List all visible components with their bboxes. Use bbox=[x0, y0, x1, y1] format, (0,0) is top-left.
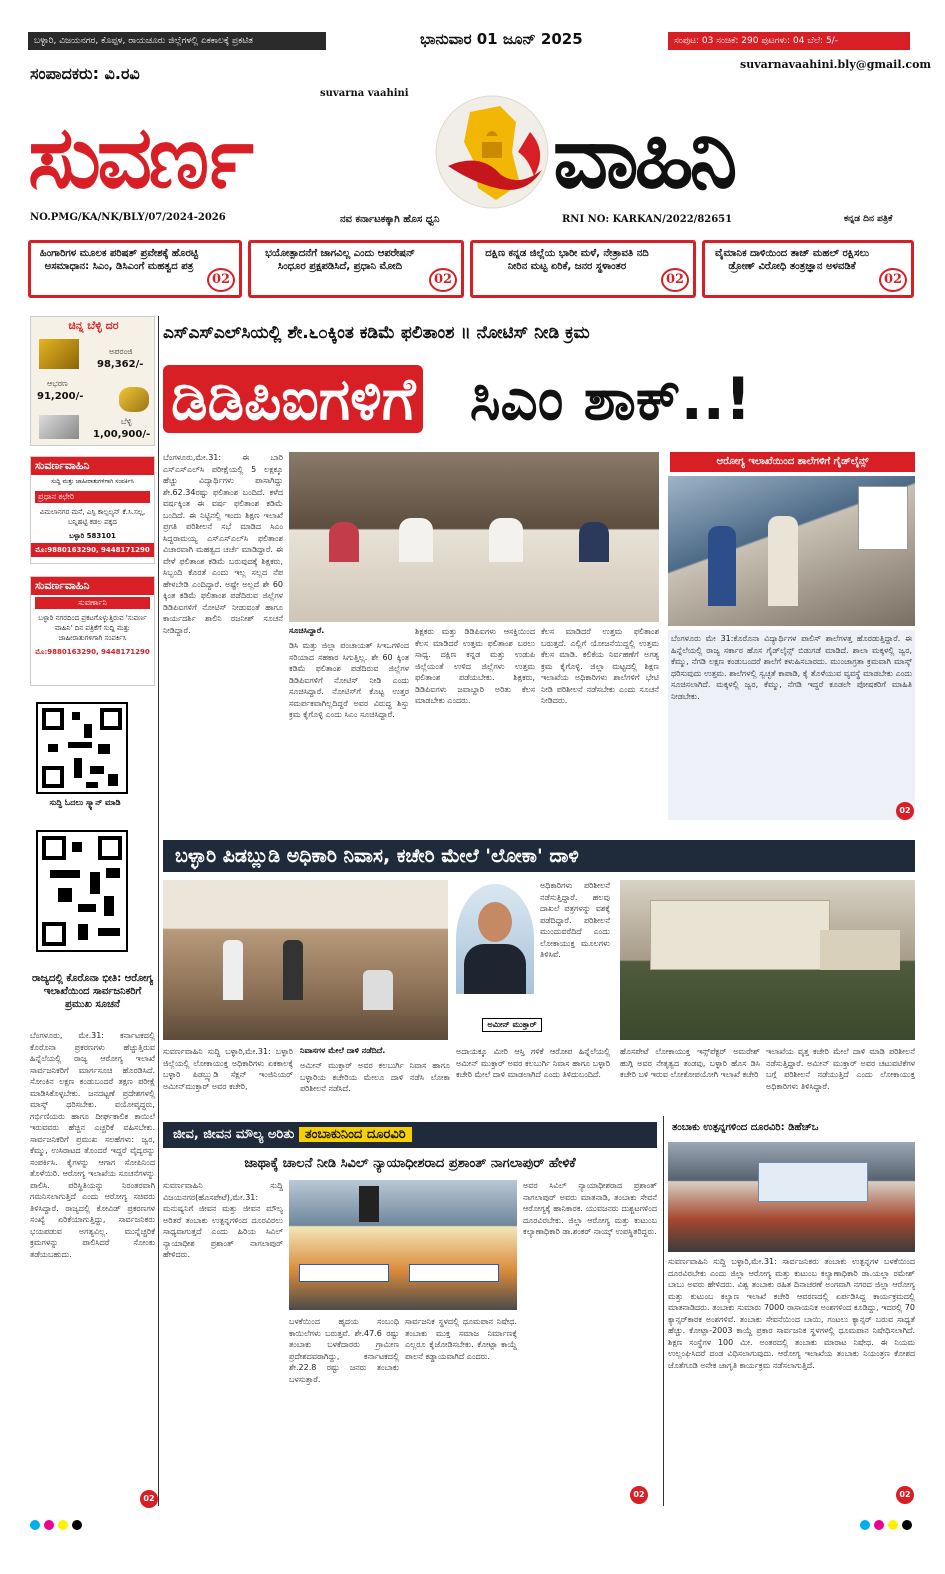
qr-code-2[interactable] bbox=[36, 830, 128, 952]
lead-col-1: ಬೆಂಗಳೂರು,ಮೇ.31: ಈ ಬಾರಿ ಎಸ್ಎಸ್ಎಲ್‌ಸಿ ಪರೀಕ್ಷೆಯಲ್ಲಿ 5 ಲಕ್ಷಕ್ಕೂ ಹೆಚ್ಚು ವಿದ್ಯಾರ್ಥಿಗಳು ಪಾಸಾಗಿದ್ದು ಶೇ.62.34ರಷ್ಟು ಫಲಿತಾಂಶ ಬಂದಿದೆ. ಕಳೆದ ವರ್ಷಕ್ಕಿಂತ ಈ ವರ್ಷ ಫಲಿತಾಂಶ ಕಡಿಮೆ ಬಂದಿದೆ. ಈ ನಿಟ್ಟಿನಲ್ಲಿ ಇಂದು ಶಿಕ್ಷಣ ಇಲಾಖೆ ಪ್ರಗತಿ ಪರಿಶೀಲನೆ ಸಭೆ ಮಾಡಿದ ಸಿಎಂ ಸಿದ್ದರಾಮಯ್ಯ ಎಸ್ಎಸ್ಎಲ್‌ಸಿ ಫಲಿತಾಂಶ ವಿಚಾರವಾಗಿ ಮಹತ್ವದ ಚರ್ಚೆ ಮಾಡಿದ್ದಾರೆ. ಈ ವೇಳೆ ಫಲಿತಾಂಶ ಕಡಿಮೆ ಬರುವುದಕ್ಕೆ ಶಿಕ್ಷಕರು, ಸಿಬ್ಬಂದಿ ಕೊರತೆ ಎಂದು ಇಲ್ಲ ಸಲ್ಲದ ನೆಪ ಹೇಳಬೇಡಿ ಎಂದಿದ್ದಾರೆ. ಅಷ್ಟೇ ಅಲ್ಲದೆ ಶೇ 60 ಕ್ಕಿಂತ ಕಡಿಮೆ ಫಲಿತಾಂಶ ಪಡೆದಿರುವ ಜಿಲ್ಲೆಗಳ ಡಿಡಿಪಿಐಗಳಿಗೆ ನೋಟಿಸ್ ನೀಡುವಂತೆ ಹಾಗೂ ಕಾರ್ಯದರ್ಶಿ ಶಾಲಿನಿ ರಜನೀಶ್ ಸೂಚನೆ ನೀಡಿದ್ದಾರೆ. bbox=[163, 453, 283, 635]
teaser-1-text: ಹಿಂಗಾರಿಗಳ ಮೂಲಕ ಪರಿಷತ್ ಪ್ರವೇಶಕ್ಕೆ ಹೊರಟ್ಟಿ ಅಸಮಾಧಾನ: ಸಿಎಂ, ಡಿಸಿಎಂಗೆ ಮಹತ್ವದ ಪತ್ರ bbox=[39, 248, 199, 272]
editor-line: ಸಂಪಾದಕರು: ವಿ.ರವಿ bbox=[30, 64, 140, 83]
rni-number: RNI NO: KARKAN/2022/82651 bbox=[562, 214, 733, 225]
lokayukta-text-d: ಅಧಿಕಾರಿಗಳು ಪರಿಶೀಲನೆ ನಡೆಸುತ್ತಿದ್ದಾರೆ. ಹಲವು ದಾಖಲೆ ಪತ್ರಗಳನ್ನು ವಶಕ್ಕೆ ಪಡೆದಿದ್ದಾರೆ. ಪರಿಶೀಲನೆ ಮುಂದುವರೆದಿದೆ ಎಂದು ಲೋಕಾಯುಕ್ತ ಮೂಲಗಳು ತಿಳಿಸಿವೆ. bbox=[540, 881, 610, 959]
slogan: ನವ ಕರ್ನಾಟಕಕ್ಕಾಗಿ ಹೊಸ ಧ್ವನಿ bbox=[340, 214, 440, 225]
qr-1-label: ಸುದ್ದಿ ಓದಲು ಸ್ಕ್ಯಾನ್ ಮಾಡಿ bbox=[49, 798, 121, 807]
tobacco-headline-b: ತಂಬಾಕುನಿಂದ ದೂರವಿರಿ bbox=[299, 1127, 412, 1142]
official-portrait bbox=[456, 884, 534, 994]
gold-rate-box bbox=[30, 316, 155, 446]
ad1-office: ಪ್ರಧಾನ ಕಛೇರಿ bbox=[35, 491, 150, 503]
ad2-phone: ಮೊ:9880163290, 9448171290 bbox=[35, 648, 150, 656]
cm-meeting-photo bbox=[289, 452, 659, 622]
tobacco-col-3: ಸಾರ್ವಜನಿಕ ಸ್ಥಳದಲ್ಲಿ ಧೂಮಪಾನ ನಿಷೇಧ. ತಂಬಾಕು ಮುಕ್ತ ಸಮಾಜ ನಿರ್ಮಾಣಕ್ಕೆ ಎಲ್ಲರೂ ಕೈಜೋಡಿಸಬೇಕು. ಕೋಟ್ಪಾ ಕಾಯ್ದೆ ಪಾಲನೆ ಕಡ್ಡಾಯವಾಗಿದೆ ಎಂದರು. bbox=[405, 1317, 517, 1361]
ad1-pin: ಬಳ್ಳಾರಿ 583101 bbox=[69, 532, 116, 540]
gold-value-2: 91,200/- bbox=[37, 391, 84, 402]
lead-strapline: ಎಸ್ಎಸ್ಎಲ್‌ಸಿಯಲ್ಲಿ ಶೇ.೬೦ಕ್ಕಿಂತ ಕಡಿಮೆ ಫಲಿತಾಂಶ ॥ ನೋಟಿಸ್ ನೀಡಿ ಕ್ರಮ bbox=[163, 318, 915, 348]
teaser-1[interactable] bbox=[28, 240, 242, 298]
portrait-caption: ಅಮೀನ್ ಮುಕ್ತಾರ್ bbox=[482, 1018, 542, 1032]
gold-label-1: ಅಪರಂಜಿ bbox=[109, 347, 133, 356]
tobacco-day-photo bbox=[668, 1142, 915, 1252]
contact-email[interactable]: suvarnavaahini.bly@gmail.com bbox=[740, 58, 932, 71]
raid-residence-photo bbox=[163, 880, 448, 1040]
gold-label-3: ಬೆಳ್ಳಿ bbox=[121, 417, 132, 426]
daily-label: ಕನ್ನಡ ದಿನ ಪತ್ರಿಕೆ bbox=[844, 214, 893, 224]
tobacco-col-1: ಸುವರ್ಣವಾಹಿನಿ ಸುದ್ದಿ ವಿಜಯನಗರ(ಹೊಸಪೇಟೆ),ಮೇ.31: ಮನುಷ್ಯನಿಗೆ ಜೀವನ ಮತ್ತು ಜೀವನ ಮೌಲ್ಯ ಅರಿತರೆ ತಂಬಾಕು ಉತ್ಪನ್ನಗಳಿಂದ ದೂರವಿರಲು ಸಾಧ್ಯವಾಗುತ್ತದೆ ಎಂದು ಹಿರಿಯ ಸಿವಿಲ್ ನ್ಯಾಯಾಧೀಶ ಪ್ರಶಾಂತ್ ನಾಗಲಾಪುರ್ ಹೇಳಿದರು. bbox=[163, 1181, 283, 1259]
lead-photo-caption: ಸೂಚಿಸಿದ್ದಾರೆ. bbox=[289, 626, 325, 635]
gold-bars-icon bbox=[39, 339, 79, 369]
ad1-phone: ಮೊ:9880163290, 9448171290 bbox=[31, 543, 154, 557]
tobacco-page: 02 bbox=[630, 1486, 648, 1504]
pwd-office-photo bbox=[620, 880, 915, 1040]
ad2-sub: ಸುವರ್ಣಾನಿ bbox=[35, 597, 150, 609]
tobacco-right-text: ಸುವರ್ಣವಾಹಿನಿ ಸುದ್ದಿ ಬಳ್ಳಾರಿ,ಮೇ.31: ಸಾರ್ವಜನಿಕರು ತಂಬಾಕು ಉತ್ಪನ್ನಗಳ ಬಳಕೆಯಿಂದ ದೂರವಿರಬೇಕು ಎಂದು ಜಿಲ್ಲಾ ಆರೋಗ್ಯ ಮತ್ತು ಕುಟುಂಬ ಕಲ್ಯಾಣಾಧಿಕಾರಿ ಡಾ.ಯಲ್ಲಾ ರಮೇಶ್ ಬಾಬು ಅವರು ಹೇಳಿದರು. ವಿಶ್ವ ತಂಬಾಕು ರಹಿತ ದಿನಾಚರಣೆ ಅಂಗವಾಗಿ ನಗರದ ಜಿಲ್ಲಾ ಆರೋಗ್ಯ ಮತ್ತು ಕುಟುಂಬ ಕಲ್ಯಾಣ ಇಲಾಖೆ ಕಚೇರಿ ಆವರಣದಲ್ಲಿ ಏರ್ಪಡಿಸಿದ್ದ ಕಾರ್ಯಕ್ರಮದಲ್ಲಿ ಮಾತನಾಡಿದರು. ತಂಬಾಕು ಸುಮಾರು 7000 ರಾಸಾಯನಿಕ ಅಂಶಗಳಿಂದ ಕೂಡಿದ್ದು, ಇದರಲ್ಲಿ 70 ಕ್ಯಾನ್ಸರ್‌ಕಾರಕ ಅಂಶಗಳಿವೆ. ತಂಬಾಕು ಸೇವನೆಯಿಂದ ಬಾಯಿ, ಗಂಟಲು ಕ್ಯಾನ್ಸರ್ ಬರುವ ಸಾಧ್ಯತೆ ಹೆಚ್ಚು. ಕೋಟ್ಪಾ-2003 ಕಾಯ್ದೆ ಪ್ರಕಾರ ಸಾರ್ವಜನಿಕ ಸ್ಥಳಗಳಲ್ಲಿ ಧೂಮಪಾನ ನಿಷೇಧಿಸಲಾಗಿದೆ. ಶಿಕ್ಷಣ ಸಂಸ್ಥೆಗಳ 100 ಮೀ. ಅಂತರದಲ್ಲಿ ತಂಬಾಕು ಮಾರಾಟ ನಿಷೇಧ. ಈ ನಿಯಮ ಉಲ್ಲಂಘಿಸಿದರೆ ದಂಡ ವಿಧಿಸಲಾಗುವುದು. ಆರೋಗ್ಯ ಇಲಾಖೆಯ ತಂಬಾಕು ನಿಯಂತ್ರಣ ಕೋಶದ ಜೊತೆಗೂಡಿ ಅನೇಕ ಜಾಗೃತಿ ಕಾರ್ಯಕ್ರಮ ನಡೆಸಲಾಗುತ್ತಿದೆ. bbox=[668, 1257, 915, 1370]
teaser-2-text: ಭಯೋತ್ಪಾದನೆಗೆ ಜಾಗವಿಲ್ಲ ಎಂದು ಆಪರೇಷನ್ ಸಿಂಧೂರ ಪ್ರಕ್ಷಪಡಿಸಿದೆ, ಪ್ರಧಾನಿ ಮೋದಿ bbox=[265, 248, 415, 272]
tobacco-right-page: 02 bbox=[896, 1486, 914, 1504]
lokayukta-text-b: ಅಮೀನ್ ಮುಕ್ತಾರ್ ಅವರ ಕಲಬುರ್ಗಿ ನಿವಾಸ ಹಾಗೂ ಬಳ್ಳಾರಿಯ ಕಚೇರಿಯ ಮೇಲೂ ದಾಳಿ ನಡೆಸಿ ಲೋಕಾ ಪರಿಶೀಲನೆ ನಡೆಸಿದೆ. bbox=[300, 1061, 450, 1093]
teaser-1-page: 02 bbox=[207, 268, 235, 292]
silver-bars-icon bbox=[39, 415, 79, 439]
lokayukta-text-f: ಇಲಾಖೆಯ ವೃತ್ತ ಕಚೇರಿ ಮೇಲೆ ದಾಳಿ ಮಾಡಿ ಪರಿಶೀಲನೆ ನಡೆಸುತ್ತಿದ್ದಾರೆ. ಅಮೀನ್ ಮುಕ್ತಾರ್ ಅವರ ಚಟುವಟಿಕೆಗಳ ಬಗ್ಗೆ ಪರಿಶೀಲನೆ ನಡೆಯುತ್ತಿದೆ ಎಂದು ಲೋಕಾಯುಕ್ತ ಅಧಿಕಾರಿಗಳು ತಿಳಿಸಿದ್ದಾರೆ. bbox=[766, 1047, 915, 1091]
registration-number: NO.PMG/KA/NK/BLY/07/2024-2026 bbox=[30, 212, 226, 223]
teaser-2[interactable] bbox=[248, 240, 464, 298]
ad1-address: ವಿಮಲಾನಗರ ಮನೆ, ಎಸ್ಪಿ ಕಾಲ್ಪಲ್ಯನ್ ಕೆ.ಸಿ.ಸಲ್ಲ, ಬನ್ನಿಹಟ್ಟಿ ಕಡಲ ಪಕ್ಕದ bbox=[39, 508, 146, 526]
subscribe-ad-box bbox=[30, 576, 155, 686]
teaser-4-text: ವೈಮಾನಿಕ ದಾಳಿಯಿಂದ ತಾಜ್ ಮಹಲ್ ರಕ್ಷಿಸಲು ಡ್ರೋಣ್ ವಿರೋಧಿ ತಂತ್ರಜ್ಞಾನ ಅಳವಡಿಕೆ bbox=[714, 248, 870, 272]
raid-photo-caption: ನಿವಾಸಗಳ ಮೇಲೆ ದಾಳಿ ನಡೆದಿದೆ. bbox=[300, 1046, 386, 1055]
ad2-brand: ಸುವರ್ಣವಾಹಿನಿ bbox=[31, 577, 154, 595]
lokayukta-headline: ಬಳ್ಳಾರಿ ಪಿಡಬ್ಲುಡಿ ಅಧಿಕಾರಿ ನಿವಾಸ, ಕಚೇರಿ ಮೇಲೆ 'ಲೋಕಾ' ದಾಳಿ bbox=[163, 840, 915, 872]
lead-col-4: ಕೆಲಸ ಮಾಡಿದರೆ ಉತ್ತಮ ಫಲಿತಾಂಶ ಬರುತ್ತದೆ. ಎಲ್ಲಿಗೆ ಯೋಜನೆಯಿದ್ದಲ್ಲಿ ಉತ್ತಮ ಕೆಲಸ ಮಾಡಿ. ಕಲಿಕೆಯ ನಿರ್ವಹಣೆಗೆ ಅಗತ್ಯ ಕ್ರಮ ಕೈಗೊಳ್ಳಿ. ಜಿಲ್ಲಾ ಮಟ್ಟದಲ್ಲಿ ಶಿಕ್ಷಣ ಇಲಾಖೆಯ ಅಧಿಕಾರಿಗಳು ಶಾಲೆಗಳಿಗೆ ಭೇಟಿ ನೀಡಿ ಪರಿಶೀಲನೆ ನಡೆಸಬೇಕು ಎಂದು ಸೂಚನೆ ನೀಡಿದರು. bbox=[541, 627, 659, 705]
gold-label-2: ಆಭರಣ bbox=[47, 379, 68, 388]
ad1-sub: ಸುದ್ದಿ ಮತ್ತು ಜಾಹೀರಾತುಗಳಿಗಾಗಿ ಸಂಪರ್ಕಿಸಿ bbox=[51, 478, 134, 485]
ad2-body: ಬಳ್ಳಾರಿ ನಗರದಿಂದ ಪ್ರಕಟಗೊಳ್ಳುತ್ತಿರುವ 'ಸುವರ್ಣ ವಾಹಿನಿ' ದಿನ ಪತ್ರಿಕೆಗೆ ಸುದ್ದಿ ಮತ್ತು ಜಾಹೀರಾತುಗಳಿಗಾಗಿ ಸಂಪರ್ಕಿಸಿ bbox=[38, 614, 147, 642]
teaser-3-page: 02 bbox=[661, 268, 689, 292]
tobacco-col-4: ಅವರ ಸಿವಿಲ್ ನ್ಯಾಯಾಧೀಶರಾದ ಪ್ರಶಾಂತ್ ನಾಗಲಾಪುರ್ ಅವರು ಮಾತನಾಡಿ, ತಂಬಾಕು ಸೇವನೆ ಆರೋಗ್ಯಕ್ಕೆ ಹಾನಿಕಾರಕ. ಯುವಜನರು ದುಶ್ಚಟಗಳಿಂದ ದೂರವಿರಬೇಕು. ಜಿಲ್ಲಾ ಆರೋಗ್ಯ ಮತ್ತು ಕುಟುಂಬ ಕಲ್ಯಾಣಾಧಿಕಾರಿ ಡಾ.ಶಂಕರ್ ನಾಯ್ಕ್ ಉಪಸ್ಥಿತರಿದ್ದರು. bbox=[523, 1181, 657, 1236]
covid-headline: ರಾಜ್ಯದಲ್ಲಿ ಕೊರೊನಾ ಭೀತಿ: ಆರೋಗ್ಯ ಇಲಾಖೆಯಿಂದ ಸಾರ್ವಜನಿಕರಿಗೆ ಪ್ರಮುಖ ಸೂಚನೆ bbox=[31, 973, 154, 1010]
covid-page: 02 bbox=[140, 1490, 158, 1508]
gold-value-3: 1,00,900/- bbox=[93, 429, 151, 440]
contact-ad-box bbox=[30, 456, 155, 564]
masthead-left: ಸುವರ್ಣ bbox=[28, 110, 250, 206]
tobacco-col-2: ಬಳಕೆಯಿಂದ ಹೃದಯ ಸಂಬಂಧಿ ಕಾಯಿಲೆಗಳು ಬರುತ್ತವೆ. ಶೇ.47.6 ರಷ್ಟು ತಂಬಾಕು ಬಳಕೆದಾರರು ಗ್ರಾಮೀಣ ಪ್ರದೇಶದವರಾಗಿದ್ದು, ಕರ್ನಾಟಕದಲ್ಲಿ ಶೇ.22.8 ರಷ್ಟು ಜನರು ತಂಬಾಕು ಬಳಸುತ್ತಾರೆ. bbox=[289, 1317, 399, 1384]
brand-small-text: suvarna vaahini bbox=[320, 88, 409, 99]
teaser-3-text: ದಕ್ಷಿಣ ಕನ್ನಡ ಜಿಲ್ಲೆಯ ಭಾರೀ ಮಳೆ, ನೇತ್ರಾವತಿ ನದಿ ನೀರಿನ ಮಟ್ಟ ಏರಿಕೆ, ಜನರ ಸ್ಥಳಾಂತರ bbox=[485, 248, 649, 272]
teaser-4[interactable] bbox=[702, 240, 914, 298]
health-text: ಬೆಂಗಳೂರು ಮೇ 31:ಕೊರೊನಾ ವಿದ್ಯಾರ್ಥಿಗಳ ಪಾಲಿಸ್ ಶಾಲೆಗಳತ್ತ ಹೊರಡುತ್ತಿದ್ದಾರೆ. ಈ ಹಿನ್ನೆಲೆಯಲ್ಲಿ ರಾಜ್ಯ ಸರ್ಕಾರ ಹೊಸ ಗೈಡ್‌ಲೈನ್ಸ್ ಬಿಡುಗಡೆ ಮಾಡಿದೆ. ಶಾಲಾ ಮಕ್ಕಳಲ್ಲಿ ಜ್ವರ, ಕೆಮ್ಮು, ನೆಗಡಿ ಲಕ್ಷಣ ಕಂಡುಬಂದರೆ ಶಾಲೆಗೆ ಕಳುಹಿಸಬಾರದು. ಮುಂಜಾಗ್ರತಾ ಕ್ರಮವಾಗಿ ಮಾಸ್ಕ್ ಧರಿಸುವುದು ಉತ್ತಮ. ಶಾಲೆಗಳಲ್ಲಿ ಸ್ವಚ್ಛತೆ ಕಾಪಾಡಿ, ಕೈ ತೊಳೆಯುವ ವ್ಯವಸ್ಥೆ ಮಾಡಬೇಕು ಎಂದು ಸೂಚಿಸಲಾಗಿದೆ. ಮಕ್ಕಳಲ್ಲಿ ಜ್ವರ, ಕೆಮ್ಮು, ನೆಗಡಿ ಇದ್ದರೆ ಕೂಡಲೇ ಪೋಷಕರಿಗೆ ಮಾಹಿತಿ ನೀಡಬೇಕು. bbox=[668, 630, 915, 820]
lead-headline bbox=[163, 360, 915, 440]
lokayukta-text-e: ಹೊಸಪೇಟೆ ಲೋಕಾಯುಕ್ತ ಇನ್ಸ್‌ಪೆಕ್ಟರ್ ಅಮರೇಶ್ ಹುಗ್ಗಿ ಅವರ ನೇತೃತ್ವದ ತಂಡವು, ಬಳ್ಳಾರಿ ಹೊಸ ಡಿಸಿ ಕಚೇರಿ ಬಳಿ ಇರುವ ಲೋಕೋಪಯೋಗಿ ಇಲಾಖೆ ಕಚೇರಿ bbox=[620, 1047, 760, 1079]
issue-info-bar: ಸಂಪುಟ: 03 ಸಂಚಿಕೆ: 290 ಪುಟಗಳು: 04 ಬೆಲೆ: 5/- bbox=[668, 32, 910, 50]
column-rule-2 bbox=[663, 1116, 664, 1506]
ad1-brand: ಸುವರ್ಣವಾಹಿನಿ bbox=[31, 457, 154, 475]
lead-headline-black: ಸಿಎಂ ಶಾಕ್..! bbox=[469, 365, 752, 433]
tobacco-subhead: ಜಾಥಾಕ್ಕೆ ಚಾಲನೆ ನೀಡಿ ಸಿವಿಲ್ ನ್ಯಾಯಾಧೀಶರಾದ ಪ್ರಶಾಂತ್ ನಾಗಲಾಪುರ್ ಹೇಳಿಕೆ bbox=[244, 1156, 576, 1171]
print-color-marks bbox=[30, 1520, 82, 1530]
health-headline: ಆರೋಗ್ಯ ಇಲಾಖೆಯಿಂದ ಶಾಲೆಗಳಿಗೆ ಗೈಡ್‌ಲೈನ್ಸ್ bbox=[670, 452, 915, 472]
teaser-2-page: 02 bbox=[429, 268, 457, 292]
gold-rate-title: ಚಿನ್ನ ಬೆಳ್ಳಿ ದರ bbox=[68, 319, 119, 332]
tobacco-rally-photo bbox=[289, 1180, 517, 1310]
lokayukta-text-c: ಅದಾಯಕ್ಕೂ ಮೀರಿ ಆಸ್ತಿ ಗಳಿಕೆ ಆರೋಪ ಹಿನ್ನೆಲೆಯಲ್ಲಿ ಅಮೀನ್ ಮುಕ್ತಾರ್ ಅವರ ಕಲಬುರ್ಗಿ ನಿವಾಸ ಹಾಗೂ ಬಳ್ಳಾರಿ ಕಚೇರಿ ಮೇಲೆ ದಾಳಿ ಮಾಡಲಾಗಿದೆ ಎಂದು ತಿಳಿದುಬಂದಿದೆ. bbox=[456, 1047, 610, 1079]
qr-code-1[interactable] bbox=[36, 702, 128, 794]
lead-col-3: ಶಿಕ್ಷಕರು ಮತ್ತು ಡಿಡಿಪಿಐಗಳು ಆಸಕ್ತಿಯಿಂದ ಕೆಲಸ ಮಾಡಿದರೆ ಉತ್ತಮ ಫಲಿತಾಂಶ ಬರಲು ಸಾಧ್ಯ. ದಕ್ಷಿಣ ಕನ್ನಡ ಮತ್ತು ಉಡುಪಿ ಜಿಲ್ಲೆಯಂತೆ ಉಳಿದ ಜಿಲ್ಲೆಗಳು ಉತ್ತಮ ಫಲಿತಾಂಶ ಪಡೆಯಬೇಕು. ಶಿಕ್ಷಕರು, ಡಿಡಿಪಿಐಗಳು ಜವಾಬ್ದಾರಿ ಅರಿತು ಕೆಲಸ ಮಾಡಬೇಕು ಎಂದರು. bbox=[415, 627, 535, 705]
teaser-3[interactable] bbox=[470, 240, 696, 298]
lead-col-2: ಡಿಸಿ ಮತ್ತು ಜಿಲ್ಲಾ ಪಂಚಾಯತ್ ಸಿಇಒಗಳಿಂದ ಸರಿಯಾದ ಸಹಕಾರ ಸಿಗುತ್ತಿಲ್ಲ. ಶೇ 60 ಕ್ಕಿಂತ ಕಡಿಮೆ ಫಲಿತಾಂಶ ಪಡೆದಿರುವ ಜಿಲ್ಲೆಗಳ ಡಿಡಿಪಿಐಗಳಿಗೆ ನೋಟಿಸ್ ನೀಡಿ ಎಂದು ಸೂಚಿಸಿದ್ದಾರೆ. ನೋಟಿಸ್‌ಗೆ ಕೊಟ್ಟ ಉತ್ತರ ಸಮರ್ಪಕವಾಗಿಲ್ಲದಿದ್ದರೆ ಅವರ ವಿರುದ್ಧ ಶಿಸ್ತು ಕ್ರಮ ಕೈಗೊಳ್ಳಿ ಎಂದು ಸಿಎಂ ಸೂಚಿಸಿದ್ದಾರೆ. bbox=[289, 641, 409, 719]
masthead-emblem bbox=[430, 92, 555, 212]
column-rule bbox=[158, 316, 159, 1506]
lead-headline-red: ಡಿಡಿಪಿಐಗಳಿಗೆ bbox=[163, 365, 423, 433]
gold-jewelry-icon bbox=[119, 387, 149, 412]
print-color-marks-right bbox=[860, 1520, 912, 1530]
school-children-photo bbox=[668, 476, 915, 626]
covid-text: ಬೆಂಗಳೂರು, ಮೇ.31: ಕರ್ನಾಟಕದಲ್ಲಿ ಕೊರೊನಾ ಪ್ರಕರಣಗಳು ಹೆಚ್ಚುತ್ತಿರುವ ಹಿನ್ನೆಲೆಯಲ್ಲಿ ರಾಜ್ಯ ಆರೋಗ್ಯ ಇಲಾಖೆ ಸಾರ್ವಜನಿಕರಿಗೆ ಮಾರ್ಗಸೂಚಿ ಹೊರಡಿಸಿದೆ. ಸೋಂಕಿನ ಲಕ್ಷಣ ಕಂಡುಬಂದರೆ ತಕ್ಷಣ ಪರೀಕ್ಷೆ ಮಾಡಿಸಿಕೊಳ್ಳಬೇಕು. ಜನದಟ್ಟಣೆ ಪ್ರದೇಶಗಳಲ್ಲಿ ಮಾಸ್ಕ್ ಧರಿಸಬೇಕು. ವಯೋವೃದ್ಧರು, ಗರ್ಭಿಣಿಯರು ಹಾಗೂ ದೀರ್ಘಕಾಲಿಕ ಕಾಯಿಲೆ ಇರುವವರು ಹೆಚ್ಚಿನ ಎಚ್ಚರಿಕೆ ವಹಿಸಬೇಕು. ಸಾರ್ವಜನಿಕರಿಗೆ ಪ್ರಮುಖ ಸಲಹೆಗಳು: ಜ್ವರ, ಕೆಮ್ಮು, ಉಸಿರಾಟದ ತೊಂದರೆ ಇದ್ದರೆ ವೈದ್ಯರನ್ನು ಸಂಪರ್ಕಿಸಿ. ಕೈಗಳನ್ನು ಆಗಾಗ ಸೋಪಿನಿಂದ ತೊಳೆಯಿರಿ. ಆರೋಗ್ಯ ಇಲಾಖೆಯ ಸೂಚನೆಗಳನ್ನು ಪಾಲಿಸಿ. ಪರಿಸ್ಥಿತಿಯನ್ನು ನಿರಂತರವಾಗಿ ಗಮನಿಸಲಾಗುತ್ತಿದೆ ಎಂದು ಆರೋಗ್ಯ ಸಚಿವರು ತಿಳಿಸಿದ್ದಾರೆ. ರಾಜ್ಯದಲ್ಲಿ ಕೋವಿಡ್ ಪ್ರಕರಣಗಳ ಸಂಖ್ಯೆ ಏರಿಕೆಯಾಗುತ್ತಿದ್ದು, ಸಾರ್ವಜನಿಕರು ಭಯಪಡುವ ಅಗತ್ಯವಿಲ್ಲ. ಮುನ್ನೆಚ್ಚರಿಕೆ ಕ್ರಮಗಳನ್ನು ಪಾಲಿಸಿದರೆ ಸೋಂಕು ತಡೆಯಬಹುದು. bbox=[30, 1031, 155, 1259]
tobacco-headline-a: ಜೀವ, ಜೀವನ ಮೌಲ್ಯ ಅರಿತು bbox=[173, 1127, 295, 1142]
regions-bar: ಬಳ್ಳಾರಿ, ವಿಜಯನಗರ, ಕೊಪ್ಪಳ, ರಾಯಚೂರು ಜಿಲ್ಲೆಗಳಲ್ಲಿ ಏಕಕಾಲಕ್ಕೆ ಪ್ರಕಟಿತ bbox=[28, 32, 326, 50]
gold-value-1: 98,362/- bbox=[97, 359, 144, 370]
teaser-4-page: 02 bbox=[879, 268, 907, 292]
masthead-right: ವಾಹಿನಿ bbox=[553, 110, 734, 206]
lokayukta-text-a: ಸುವರ್ಣವಾಹಿನಿ ಸುದ್ದಿ ಬಳ್ಳಾರಿ,ಮೇ.31: ಬಳ್ಳಾರಿ ಜಿಲ್ಲೆಯಲ್ಲಿ ಲೋಕಾಯುಕ್ತ ಅಧಿಕಾರಿಗಳು ಏಕಕಾಲಕ್ಕೆ ಬಳ್ಳಾರಿ ಪಿಡಬ್ಲ್ಯುಡಿ ಸೆಕ್ಷನ್ ಇಂಜಿನಿಯರ್ ಅಮೀನ್‌ಮುಕ್ತಾರ್ ಅವರ ಕಚೇರಿ, bbox=[163, 1047, 293, 1091]
tobacco-right-headline: ತಂಬಾಕು ಉತ್ಪನ್ನಗಳಿಂದ ದೂರವಿರಿ: ಡಿಹೆಚ್ಒ bbox=[668, 1118, 915, 1138]
health-page: 02 bbox=[896, 802, 914, 820]
issue-date: ಭಾನುವಾರ 01 ಜೂನ್ 2025 bbox=[420, 30, 583, 48]
tobacco-headline bbox=[163, 1122, 657, 1148]
